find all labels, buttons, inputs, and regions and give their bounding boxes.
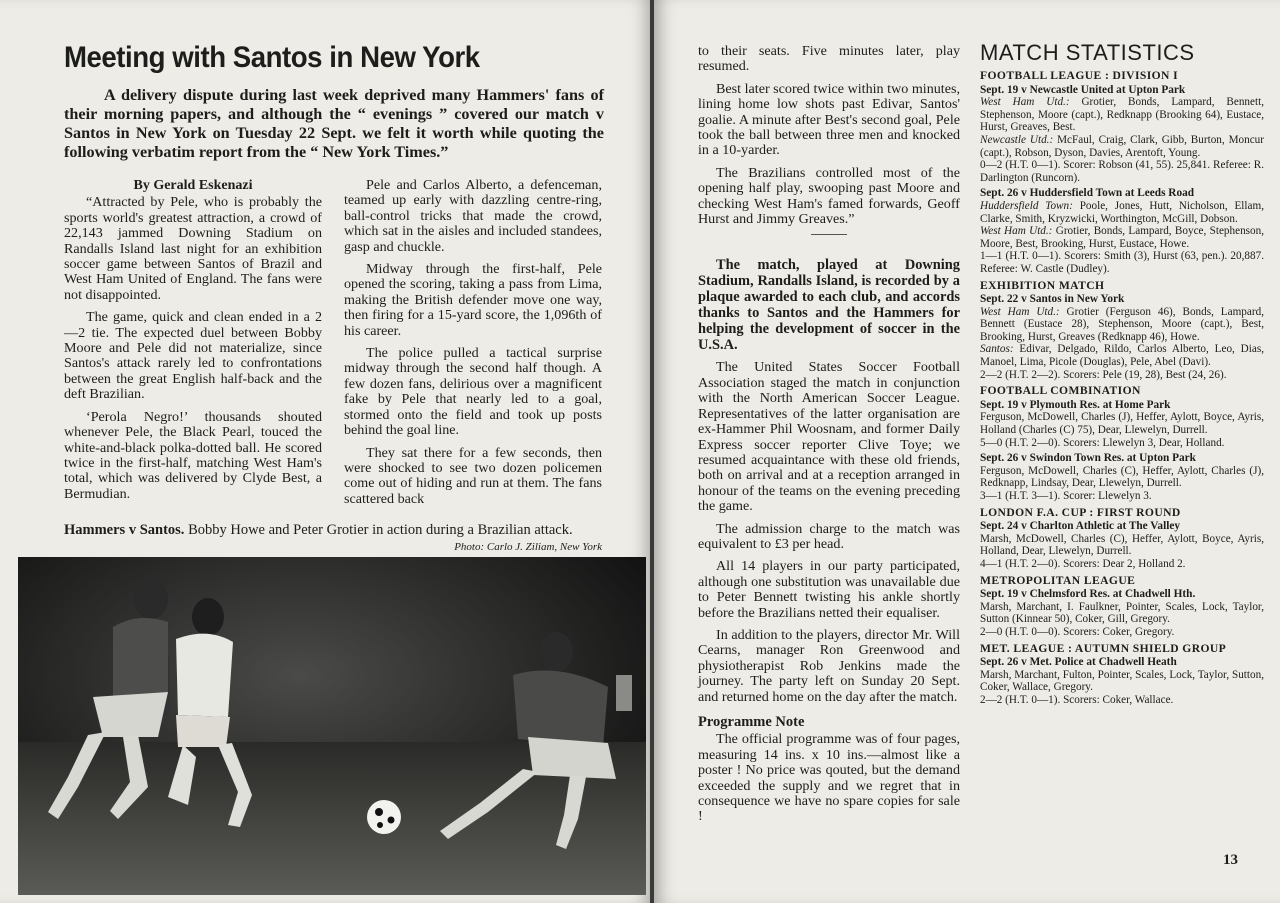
- team-name: Newcastle Utd.:: [980, 133, 1054, 146]
- article-intro: A delivery dispute during last week deprived many Hammers' fans of their morning papers, and although the “ evenings ” covered our match v Santos in New York on Tuesday 22 Sept. we felt it worth while quoting the following verbatim report from the “ New York Times.”: [64, 86, 604, 161]
- team-lineup: [980, 465, 1264, 490]
- team-players: Edivar, Delgado, Rildo, Carlos Alberto, Leo, Dias, Manoel, Lima, Picole (Douglas), Pele, Abel (Davi).: [980, 343, 1264, 369]
- article-paragraph: They sat there for a few seconds, then were shocked to see two dozen policemen come out of hiding and run at them. The fans scattered back: [344, 444, 602, 507]
- team-players: Ferguson, McDowell, Charles (C), Heffer, Aylott, Charles (J), Redknapp, Lindsay, Dear, Llewelyn, Durrell.: [980, 464, 1264, 490]
- team-lineup: [980, 96, 1264, 134]
- team-players: Marsh, Marchant, Fulton, Pointer, Scales, Lock, Taylor, Sutton, Coker, Wallace, Gregory.: [980, 668, 1264, 694]
- caption-title: Hammers v Santos.: [64, 522, 185, 538]
- team-name: West Ham Utd.:: [980, 305, 1060, 318]
- match-heading: Sept. 22 v Santos in New York: [980, 293, 1125, 306]
- article-paragraph: Midway through the first-half, Pele opened the scoring, taking a pass from Lima, making the British defender move one way, then firing for a 15-yard score, the 1,096th of his career.: [344, 261, 602, 339]
- team-players: Grotier (Ferguson 46), Bonds, Lampard, Bennett (Eustace 28), Stephenson, Moore (capt.), Best, Brooking, Hurst, Greaves (Redknapp 46), Howe.: [980, 305, 1264, 343]
- match-heading: Sept. 19 v Newcastle United at Upton Park: [980, 83, 1186, 96]
- article-paragraph: to their seats. Five minutes later, play resumed.: [698, 43, 960, 75]
- match-result: 0—2 (H.T. 0—1). Scorer: Robson (41, 55). 25,841. Referee: R. Darlington (Runcorn).: [980, 159, 1264, 184]
- match-result: 3—1 (H.T. 3—1). Scorer: Llewelyn 3.: [980, 490, 1152, 502]
- stats-title: MATCH STATISTICS: [980, 40, 1195, 65]
- team-players: Grotier, Bonds, Lampard, Boyce, Stephenson, Moore, Best, Brooking, Hurst, Eustace, Howe.: [980, 225, 1265, 250]
- team-lineup: [980, 343, 1264, 368]
- article-paragraph: In addition to the players, director Mr. Will Cearns, manager Ron Greenwood and physiotherapist Rob Jenkins made the journey. The party left on Sunday 20 Sept. and returned home on the day after the match.: [698, 626, 960, 705]
- article-continuation-column: [698, 44, 960, 832]
- article-paragraph: The game, quick and clean ended in a 2—2 tie. The expected duel between Bobby Moore and Pele did not materialize, since Santos's attack rarely led to confrontations between the great English half-back and the deft Brazilian.: [64, 309, 322, 403]
- stats-body: [980, 70, 1264, 707]
- article-paragraph: The United States Soccer Football Association staged the match in conjunction with the North American Soccer League. Representatives of the latter organisation are ex-Hammer Phil Woosnam, and former Daily Express soccer reporter Clive Toye; we resumed acquaintance with these old friends, both on arrival and at a reception arranged in honour of the teams on the evening preceding the game.: [698, 359, 960, 515]
- photo-caption: [64, 522, 604, 538]
- caption-text: Bobby Howe and Peter Grotier in action during a Brazilian attack.: [188, 522, 573, 538]
- match-photo: [18, 557, 646, 895]
- article-title: Meeting with Santos in New York: [64, 41, 480, 74]
- team-name: West Ham Utd.:: [980, 96, 1070, 109]
- competition-heading: MET. LEAGUE : AUTUMN SHIELD GROUP: [980, 641, 1227, 655]
- programme-note-text: The official programme was of four pages, measuring 14 ins. x 10 ins.—almost like a poster ! No price was qouted, but the demand exceeded the supply and we regret that in consequence we have no spare copies for sale !: [698, 731, 960, 825]
- match-result: 2—2 (H.T. 2—2). Scorers: Pele (19, 28), Best (24, 26).: [980, 368, 1227, 381]
- match-heading: Sept. 19 v Plymouth Res. at Home Park: [980, 398, 1171, 411]
- match-result: 2—2 (H.T. 0—1). Scorers: Coker, Wallace.: [980, 693, 1174, 706]
- competition-heading: METROPOLITAN LEAGUE: [980, 573, 1136, 587]
- competition-heading: EXHIBITION MATCH: [980, 278, 1105, 292]
- match-heading: Sept. 26 v Huddersfield Town at Leeds Road: [980, 187, 1195, 200]
- team-lineup: [980, 134, 1264, 159]
- team-lineup: [980, 669, 1264, 694]
- divider: [811, 234, 847, 235]
- article-paragraph: All 14 players in our party participated, although one substitution was unavailable due to Peter Bennett twisting his ankle shortly before the Brazilians netted their equaliser.: [698, 558, 960, 621]
- programme-note-heading: Programme Note: [698, 714, 805, 730]
- byline: By Gerald Eskenazi: [133, 178, 253, 193]
- team-players: Ferguson, McDowell, Charles (J), Heffer, Aylott, Boyce, Ayris, Holland (Charles (C) 75), Dear, Llewelyn, Durrell.: [980, 411, 1264, 437]
- article-paragraph: ‘Perola Negro!’ thousands shouted whenever Pele, the Black Pearl, touced the white-and-black polka-dotted ball. He scored twice in the first-half, matching West Ham's total, which was delivered by Clyde Best, a Bermudian.: [64, 408, 322, 502]
- team-players: Poole, Jones, Hutt, Nicholson, Ellam, Clarke, Smith, Kryzwicki, Worthington, McGill, Dobson.: [980, 199, 1264, 225]
- team-lineup: [980, 601, 1264, 626]
- match-heading: Sept. 19 v Chelmsford Res. at Chadwell Hth.: [980, 588, 1196, 601]
- photo-credit: Photo: Carlo J. Ziliam, New York: [454, 541, 602, 553]
- team-lineup: [980, 225, 1264, 250]
- team-players: Marsh, Marchant, I. Faulkner, Pointer, Scales, Lock, Taylor, Sutton (Kinnear 50), Coker, Gill, Gregory.: [980, 600, 1264, 626]
- team-lineup: [980, 411, 1264, 436]
- article-paragraph: Pele and Carlos Alberto, a defenceman, teamed up early with dazzling centre-ring, ball-control tricks that made the crowd, which sat in the aisles and included standees, gasp and chuckle.: [344, 177, 602, 255]
- team-players: McFaul, Craig, Clark, Gibb, Burton, Moncur (capt.), Robson, Dyson, Davies, Arentoft, Young.: [980, 133, 1264, 159]
- match-result: 4—1 (H.T. 2—0). Scorers: Dear 2, Holland 2.: [980, 557, 1186, 570]
- competition-heading: LONDON F.A. CUP : FIRST ROUND: [980, 505, 1181, 519]
- article-paragraph: The police pulled a tactical surprise midway through the second half though. A few dozen fans, delirious over a magnificent fake by Pele that nearly led to a goal, stormed onto the field and took up posts behind the goal line.: [344, 345, 602, 439]
- article-paragraph: The admission charge to the match was equivalent to £3 per head.: [698, 520, 960, 552]
- page-number: 13: [1223, 852, 1238, 868]
- team-name: Santos:: [980, 343, 1014, 356]
- article-paragraph: “Attracted by Pele, who is probably the sports world's greatest attraction, a crowd of 22,143 jammed Downing Stadium on Randalls Island last night for an exhibition soccer game between Santos of Brazil and West Ham United of England. The fans were not disappointed.: [64, 194, 322, 303]
- competition-heading: FOOTBALL COMBINATION: [980, 384, 1141, 398]
- team-players: Marsh, McDowell, Charles (C), Heffer, Aylott, Boyce, Ayris, Holland, Dear, Llewelyn, Durrell.: [980, 532, 1264, 558]
- team-lineup: [980, 306, 1264, 344]
- match-result: 2—0 (H.T. 0—0). Scorers: Coker, Gregory.: [980, 625, 1175, 638]
- right-page: [654, 0, 1280, 903]
- match-heading: Sept. 26 v Met. Police at Chadwell Heath: [980, 656, 1177, 669]
- team-players: Grotier, Bonds, Lampard, Bennett, Stephenson, Moore (capt.), Redknapp (Brooking 64), Eustace, Hurst, Greaves, Best.: [980, 96, 1264, 134]
- match-statistics: [980, 40, 1264, 710]
- article-paragraph: The Brazilians controlled most of the opening half play, swooping past Moore and checking West Ham's famed forwards, Geoff Hurst and Jimmy Greaves.”: [698, 164, 960, 228]
- plaque-note: The match, played at Downing Stadium, Randalls Island, is recorded by a plaque awarded to each club, and accords thanks to Santos and the Hammers for helping the development of soccer in the U.S.A.: [698, 257, 960, 354]
- article-column-2: [344, 178, 602, 514]
- article-paragraph: Best later scored twice within two minutes, lining home low shots past Edivar, Santos' goalie. A minute after Best's second goal, Pele took the ball between three men and knocked in a 10-yarder.: [698, 80, 960, 159]
- match-heading: Sept. 24 v Charlton Athletic at The Valley: [980, 520, 1181, 533]
- team-name: West Ham Utd.:: [980, 225, 1053, 238]
- team-lineup: [980, 200, 1264, 225]
- team-name: Huddersfield Town:: [980, 199, 1073, 212]
- match-result: 1—1 (H.T. 0—1). Scorers: Smith (3), Hurst (63, pen.). 20,887. Referee: W. Castle (Dudley).: [980, 250, 1264, 275]
- match-result: 5—0 (H.T. 2—0). Scorers: Llewelyn 3, Dear, Holland.: [980, 436, 1225, 449]
- article-column-1: [64, 178, 322, 509]
- competition-heading: FOOTBALL LEAGUE : DIVISION I: [980, 69, 1179, 82]
- team-lineup: [980, 533, 1264, 558]
- match-heading: Sept. 26 v Swindon Town Res. at Upton Park: [980, 452, 1196, 465]
